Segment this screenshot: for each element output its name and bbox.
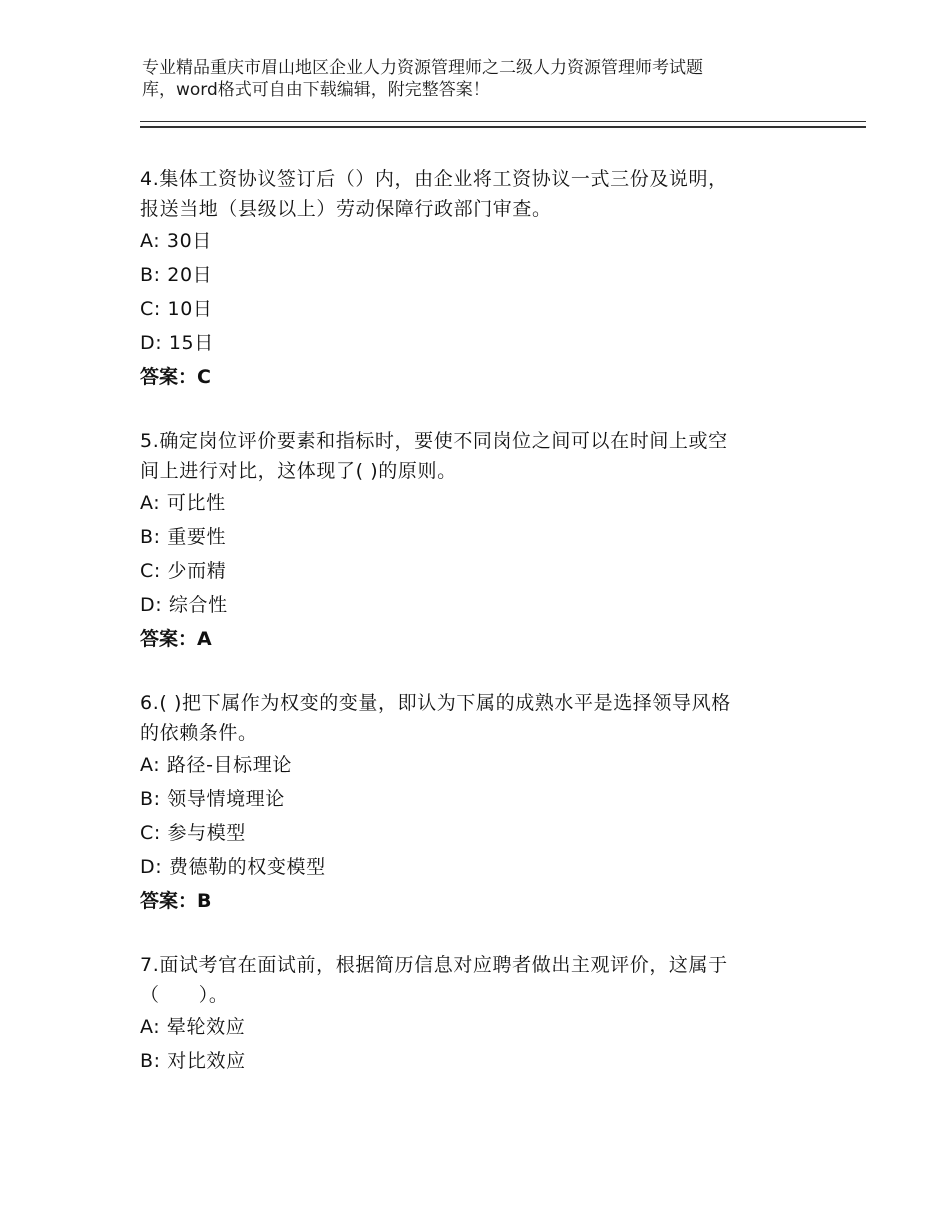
question-list — [140, 164, 820, 1110]
question-stem: 6.( )把下属作为权变的变量，即认为下属的成熟水平是选择领导风格 — [140, 692, 731, 714]
option-a: A: 30日 — [140, 230, 212, 252]
document-header — [142, 57, 802, 101]
question-stem: 报送当地（县级以上）劳动保障行政部门审查。 — [140, 198, 552, 220]
header-divider-thin — [140, 121, 866, 122]
option-a: A: 晕轮效应 — [140, 1016, 246, 1038]
option-d: D: 15日 — [140, 332, 214, 354]
question-stem: 5.确定岗位评价要素和指标时，要使不同岗位之间可以在时间上或空 — [140, 430, 728, 452]
question-stem: 7.面试考官在面试前，根据简历信息对应聘者做出主观评价，这属于 — [140, 954, 728, 976]
question-stem: 的依赖条件。 — [140, 722, 258, 744]
header-divider-thick — [140, 126, 866, 128]
option-b: B: 对比效应 — [140, 1050, 246, 1072]
answer-line: 答案：C — [140, 366, 211, 388]
question-stem: 4.集体工资协议签订后（）内，由企业将工资协议一式三份及说明， — [140, 168, 728, 190]
question-7 — [140, 950, 820, 1078]
header-title-line-2: 库，word格式可自由下载编辑，附完整答案！ — [142, 80, 490, 100]
option-a: A: 路径-目标理论 — [140, 754, 292, 776]
answer-line: 答案：B — [140, 890, 212, 912]
header-title-line-1: 专业精品重庆市眉山地区企业人力资源管理师之二级人力资源管理师考试题 — [142, 58, 703, 78]
option-a: A: 可比性 — [140, 492, 226, 514]
question-stem: （ ）。 — [140, 984, 229, 1006]
question-5 — [140, 426, 820, 656]
option-b: B: 重要性 — [140, 526, 227, 548]
question-stem: 间上进行对比，这体现了( )的原则。 — [140, 460, 457, 482]
answer-line: 答案：A — [140, 628, 212, 650]
option-c: C: 少而精 — [140, 560, 227, 582]
option-d: D: 费德勒的权变模型 — [140, 856, 326, 878]
option-b: B: 20日 — [140, 264, 213, 286]
option-b: B: 领导情境理论 — [140, 788, 285, 810]
option-d: D: 综合性 — [140, 594, 228, 616]
question-6 — [140, 688, 820, 918]
option-c: C: 10日 — [140, 298, 213, 320]
question-4 — [140, 164, 820, 394]
option-c: C: 参与模型 — [140, 822, 246, 844]
